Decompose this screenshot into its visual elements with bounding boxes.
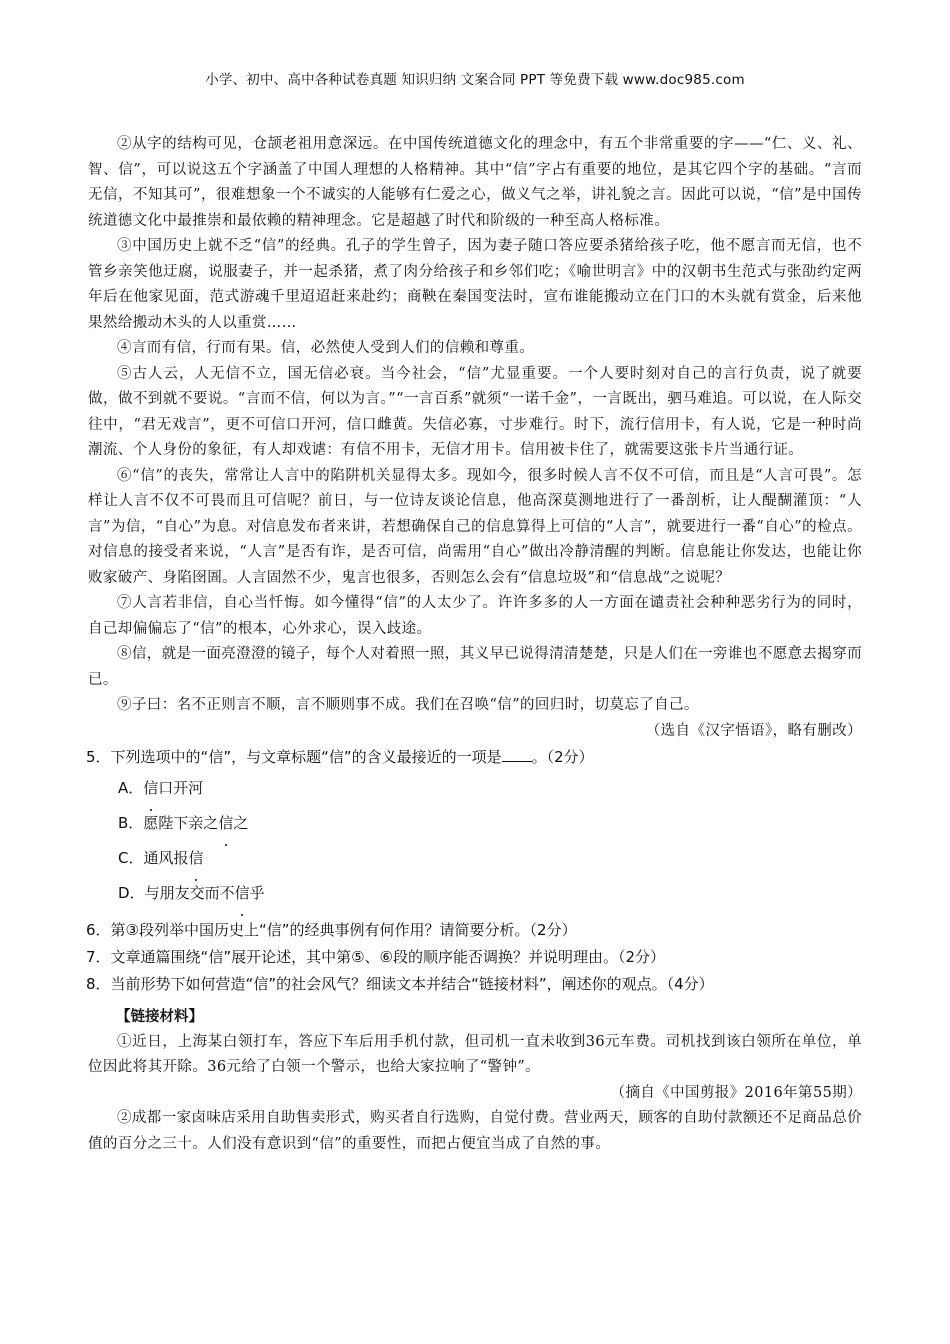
question-5 [86, 744, 862, 771]
paragraph-4: ④言而有信，行而有果。信，必然使人受到人们的信赖和尊重。 [117, 340, 535, 356]
article-source: （选自《汉字悟语》，略有删改） [645, 722, 862, 739]
option-c-pre: 通风报 [143, 849, 189, 867]
paragraph-6: ⑥“信”的丧失，常常让人言中的陷阱机关显得太多。现如今，很多时候人言不仅不可信，而且是“人言可畏”。怎样让人言不仅不可畏而且可信呢？前日，与一位诗友谈论信息，他高深莫测地进行了一番剖析，让人醍醐灌顶：“人言”为信，“自心”为息。对信息发布者来讲，若想确保自己的信息算得上可信的“人言”，就要进行一番“自心”的检点。对信息的接受者来说，“人言”是否有诈，是否可信，尚需用“自心”做出冷静清醒的判断。信息能让你发达，也能让你败家破产、身陷囹圄。人言固然不少，鬼言也很多，否则怎么会有“信息垃圾”和“信息战”之说呢？ [88, 467, 862, 586]
question-5-score: 。（2分） [531, 748, 594, 766]
answer-blank [502, 747, 532, 762]
option-d [88, 876, 862, 911]
link-material-1-source: （摘自《中国剪报》2016年第55期） [610, 1084, 862, 1101]
option-d-post: 乎 [249, 884, 265, 902]
option-b-emphasis: 信 [218, 806, 233, 841]
option-b-letter: B． [118, 814, 144, 832]
question-6: 6．第③段列举中国历史上“信”的经典事例有何作用？请简要分析。（2分） [86, 921, 577, 939]
option-a-post: 口开河 [158, 779, 204, 797]
paragraph-8: ⑧信，就是一面亮澄澄的镜子，每个人对着照一照，其义早已说得清清楚楚，只是人们在一旁谁也不愿意去揭穿而已。 [88, 646, 862, 688]
option-c [88, 841, 862, 876]
paragraph-2: ②从字的结构可见，仓颉老祖用意深远。在中国传统道德文化的理念中，有五个非常重要的字——“仁、义、礼、智、信”，可以说这五个字涵盖了中国人理想的人格精神。其中“信”字占有重要的地位，是其它四个字的基础。“言而无信，不知其可”，很难想象一个不诚实的人能够有仁爱之心，做义气之举，讲礼貌之言。因此可以说，“信”是中国传统道德文化中最推崇和最依赖的精神理念。它是超越了时代和阶级的一种至高人格标准。 [88, 136, 862, 229]
question-7: 7．文章通篇围绕“信”展开论述，其中第⑤、⑥段的顺序能否调换？并说明理由。（2分） [86, 948, 666, 966]
option-c-emphasis: 信 [189, 841, 204, 876]
paragraph-5: ⑤古人云，人无信不立，国无信必衰。当今社会，“信”尤显重要。一个人要时刻对自己的言行负责，说了就要做，做不到就不要说。“言而不信，何以为言。”“一言百系”就须“一诺千金”，一言既出，驷马难追。可以说，在人际交往中，“君无戏言”，更不可信口开河，信口雌黄。失信必寡，寸步难行。时下，流行信用卡，有人说，它是一种时尚潮流、个人身份的象征，有人却戏谑：有信不用卡，无信才用卡。信用被卡住了，就需要这张卡片当通行证。 [88, 365, 862, 458]
option-a-letter: A． [118, 779, 144, 797]
link-material-2: ②成都一家卤味店采用自助售卖形式，购买者自行选购，自觉付费。营业两天，顾客的自助付款额还不足商品总价值的百分之三十。人们没有意识到“信”的重要性，而把占便宜当成了自然的事。 [88, 1110, 862, 1152]
question-8: 8．当前形势下如何营造“信”的社会风气？细读文本并结合“链接材料”，阐述你的观点。（4分） [86, 975, 714, 993]
link-material-1: ①近日，上海某白领打车，答应下车后用手机付款，但司机一直未收到36元车费。司机找到该白领所在单位，单位因此将其开除。36元给了白领一个警示，也给大家拉响了“警钟”。 [88, 1033, 862, 1075]
option-b-post: 之 [233, 814, 249, 832]
link-material-title: 【链接材料】 [116, 1008, 203, 1025]
option-a [88, 771, 862, 806]
option-d-pre: 与朋友交而不 [144, 884, 235, 902]
question-5-stem: 5．下列选项中的“信”，与文章标题“信”的含义最接近的一项是 [86, 748, 502, 766]
option-a-emphasis: 信 [143, 771, 158, 806]
option-c-letter: C． [118, 849, 144, 867]
option-b-pre: 愿陛下亲之 [143, 814, 219, 832]
document-body [88, 132, 862, 1157]
option-b [88, 806, 862, 841]
option-d-emphasis: 信 [235, 876, 250, 911]
option-d-letter: D． [118, 884, 145, 902]
paragraph-9: ⑨子曰：名不正则言不顺，言不顺则事不成。我们在召唤“信”的回归时，切莫忘了自己。 [117, 697, 699, 713]
paragraph-3: ③中国历史上就不乏“信”的经典。孔子的学生曾子，因为妻子随口答应要杀猪给孩子吃，他不愿言而无信，也不管乡亲笑他迂腐，说服妻子，并一起杀猪，煮了肉分给孩子和乡邻们吃；《喻世明言》中的汉朝书生范式与张劭约定两年后在他家见面，范式游魂千里迢迢赶来赴约；商鞅在秦国变法时，宣布谁能搬动立在门口的木头就有赏金，后来他果然给搬动木头的人以重赏…… [88, 238, 862, 331]
paragraph-7: ⑦人言若非信，自心当忏悔。如今懂得“信”的人太少了。许许多多的人一方面在谴责社会种种恶劣行为的同时，自己却偏偏忘了“信”的根本，心外求心，误入歧途。 [88, 595, 862, 637]
page-header: 小学、初中、高中各种试卷真题 知识归纳 文案合同 PPT 等免费下载 www.doc985.com [205, 72, 745, 88]
